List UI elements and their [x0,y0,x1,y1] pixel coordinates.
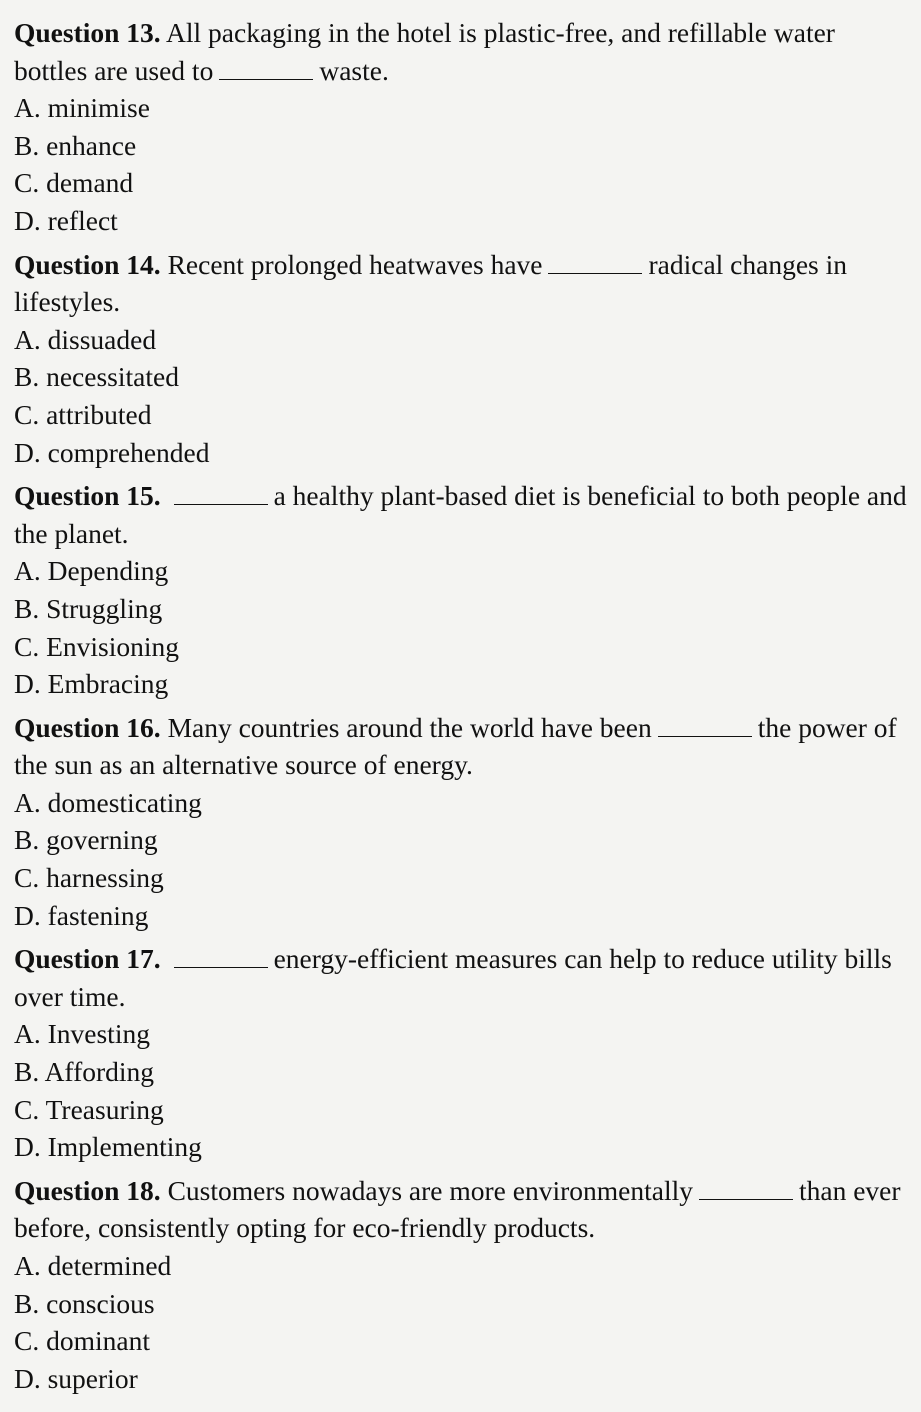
stem-text-before: Many countries around the world have been [167,711,652,743]
option-a: A. Depending [14,555,169,587]
stem-text-before: Recent prolonged heatwaves have [167,248,543,280]
option-b: B. governing [14,824,158,856]
option-a: A. Investing [14,1018,150,1050]
option-c: C. demand [14,167,134,199]
stem-text-before: Customers nowadays are more environmentally [167,1174,693,1206]
answer-blank [548,247,642,274]
answer-blank [174,941,268,968]
option-a: A. domesticating [14,786,202,818]
answer-blank [658,710,752,737]
question-number: Question 13. [14,17,161,48]
option-a: A. minimise [14,92,150,124]
stem-text-after: a healthy plant-based diet is beneficial to both people and the planet. [14,480,907,549]
option-d: D. superior [14,1362,138,1394]
question-stem [14,477,909,552]
question-14 [14,246,909,472]
question-18 [14,1172,909,1398]
question-stem [14,709,909,784]
option-b: B. Affording [14,1056,155,1088]
option-c: C. Envisioning [14,630,180,662]
answer-blank [699,1173,793,1200]
stem-text-after: the power of the sun as an alternative source of energy. [14,711,897,781]
question-15 [14,477,909,703]
option-c: C. dominant [14,1325,150,1357]
option-c: C. Treasuring [14,1093,164,1125]
option-d: D. comprehended [14,436,210,468]
option-b: B. Struggling [14,592,163,624]
stem-text-after: radical changes in lifestyles. [14,248,847,318]
option-b: B. necessitated [14,361,179,393]
question-number: Question 15. [14,480,161,512]
stem-text-after: waste. [319,54,389,86]
question-13 [14,14,909,240]
option-d: D. reflect [14,204,118,236]
stem-text-before: All packaging in the hotel is plastic-free, and refillable water bottles are used to [14,17,835,86]
option-d: D. fastening [14,899,149,931]
question-16 [14,709,909,935]
stem-text-after: than ever before, consistently opting for eco-friendly products. [14,1174,901,1244]
option-a: A. determined [14,1250,172,1281]
question-stem [14,1172,909,1247]
stem-text-after: energy-efficient measures can help to reduce utility bills over time. [14,943,892,1012]
option-b: B. conscious [14,1287,155,1319]
question-stem [14,14,909,89]
question-number: Question 18. [14,1174,161,1206]
question-number: Question 14. [14,248,161,280]
option-b: B. enhance [14,129,137,161]
question-17 [14,940,909,1166]
answer-blank [219,53,313,80]
question-stem [14,940,909,1015]
option-a: A. dissuaded [14,323,157,355]
option-d: D. Embracing [14,668,169,700]
question-number: Question 17. [14,943,161,975]
answer-blank [174,478,268,505]
question-number: Question 16. [14,711,161,743]
option-d: D. Implementing [14,1131,202,1163]
question-stem [14,246,909,321]
option-c: C. harnessing [14,862,164,894]
option-c: C. attributed [14,398,152,430]
